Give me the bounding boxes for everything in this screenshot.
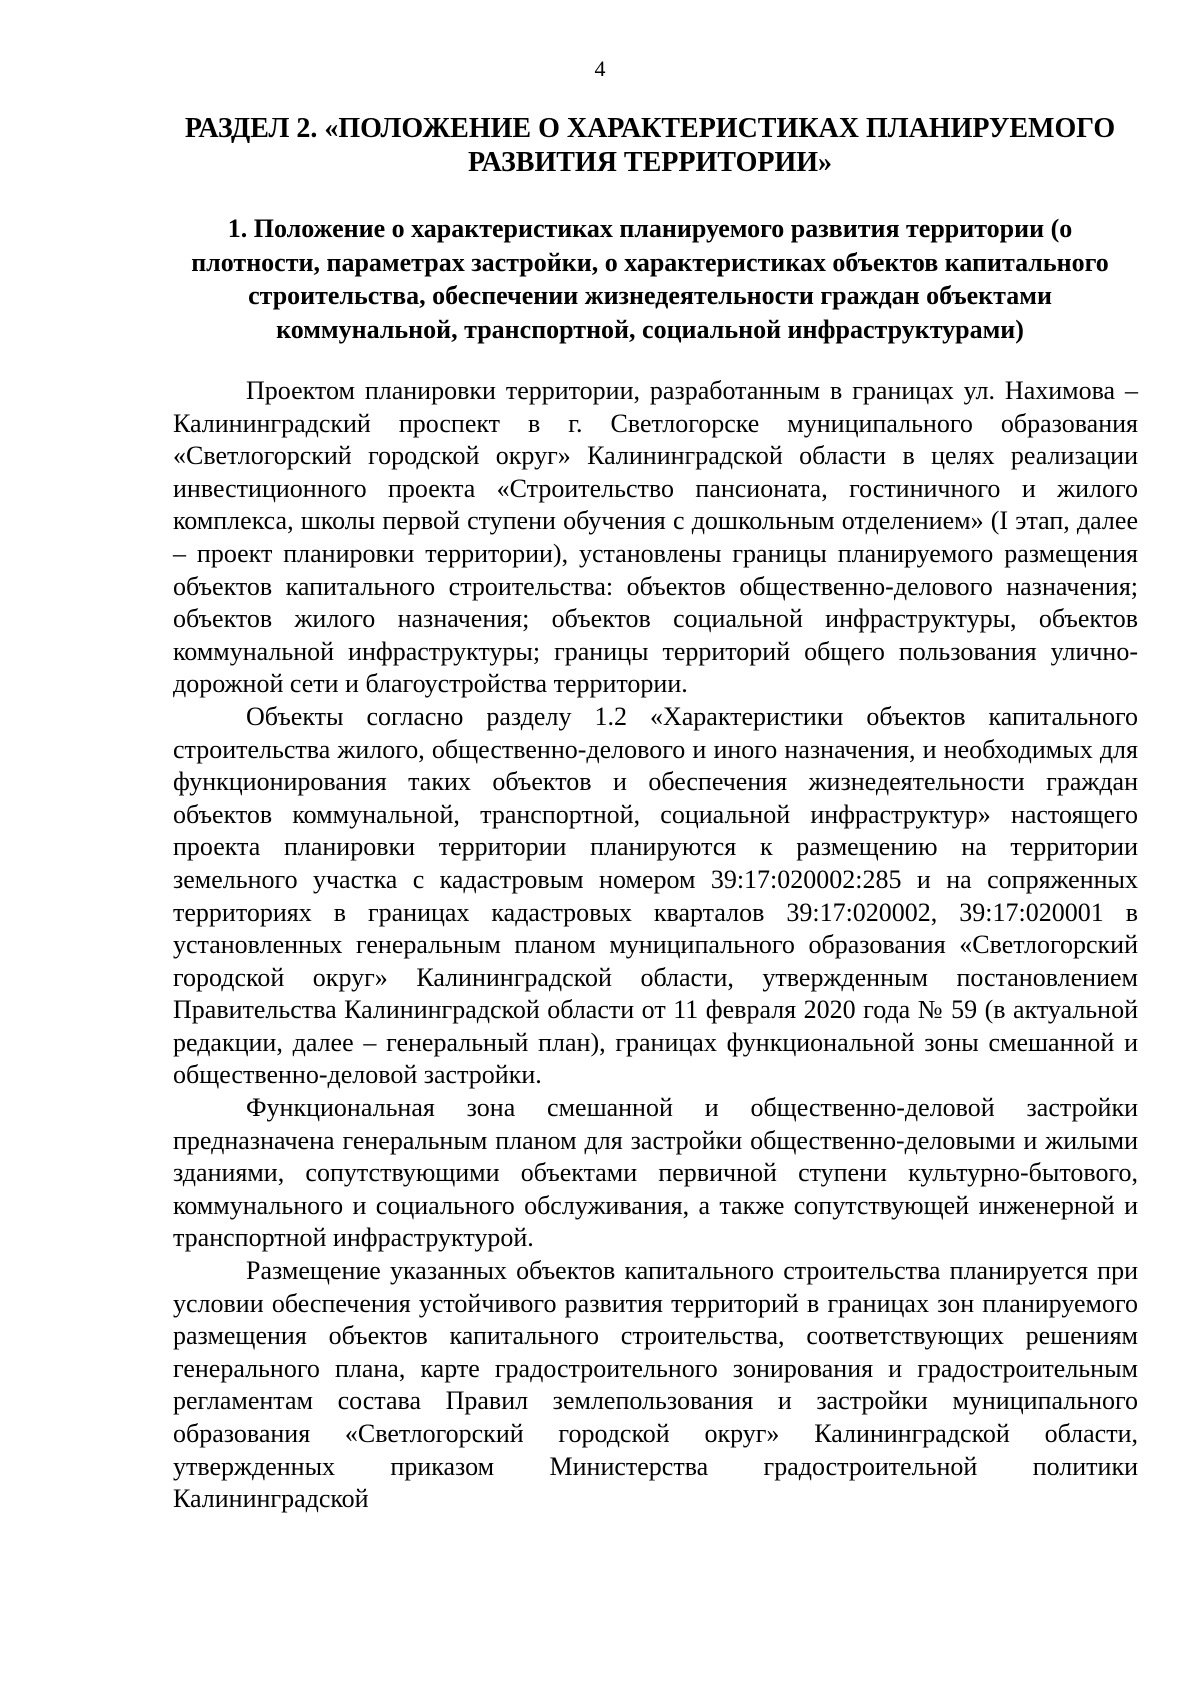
paragraph: Объекты согласно разделу 1.2 «Характеристики объектов капитального строительства жилого, общественно-делового и иного назначения, и необходимых для функционирования таких объектов и обеспечения жизнедеятельности граждан объектов коммунальной, транспортной, социальной инфраструктур» настоящего проекта планировки территории планируются к размещению на территории земельного участка с кадастровым номером 39:17:020002:285 и на сопряженных территориях в границах кадастровых кварталов 39:17:020002, 39:17:020001 в установленных генеральным планом муниципального образования «Светлогорский городской округ» Калининградской области, утвержденным постановлением Правительства Калининградской области от 11 февраля 2020 года № 59 (в актуальной редакции, далее – генеральный план), границах функциональной зоны смешанной и общественно-деловой застройки. [173, 701, 1138, 1090]
section-title: РАЗДЕЛ 2. «ПОЛОЖЕНИЕ О ХАРАКТЕРИСТИКАХ ПЛАНИРУЕМОГО РАЗВИТИЯ ТЕРРИТОРИИ» [184, 113, 1116, 178]
subsection-title: 1. Положение о характеристиках планируемого развития территории (о плотности, параметрах застройки, о характеристиках объектов капитального строительства, обеспечении жизнедеятельности граждан объектами коммунальной, транспортной, социальной инфраструктурами) [191, 214, 1109, 344]
body-text [173, 375, 1138, 1516]
page-number: 4 [594, 56, 606, 81]
paragraph: Размещение указанных объектов капитального строительства планируется при условии обеспечения устойчивого развития территорий в границах зон планируемого размещения объектов капитального строительства, соответствующих решениям генерального плана, карте градостроительного зонирования и градостроительным регламентам состава Правил землепользования и застройки муниципального образования «Светлогорский городской округ» Калининградской области, утвержденных приказом Министерства градостроительной политики Калининградской [173, 1256, 1138, 1514]
paragraph: Проектом планировки территории, разработанным в границах ул. Нахимова – Калининградский проспект в г. Светлогорске муниципального образования «Светлогорский городской округ» Калининградской области в целях реализации инвестиционного проекта «Строительство пансионата, гостиничного и жилого комплекса, школы первой ступени обучения с дошкольным отделением» (I этап, далее – проект планировки территории), установлены границы планируемого размещения объектов капитального строительства: объектов общественно-делового назначения; объектов жилого назначения; объектов социальной инфраструктуры, объектов коммунальной инфраструктуры; границы территорий общего пользования улично-дорожной сети и благоустройства территории. [173, 376, 1138, 699]
paragraph: Функциональная зона смешанной и общественно-деловой застройки предназначена генеральным планом для застройки общественно-деловыми и жилыми зданиями, сопутствующими объектами первичной ступени культурно-бытового, коммунального и социального обслуживания, а также сопутствующей инженерной и транспортной инфраструктурой. [173, 1093, 1138, 1253]
